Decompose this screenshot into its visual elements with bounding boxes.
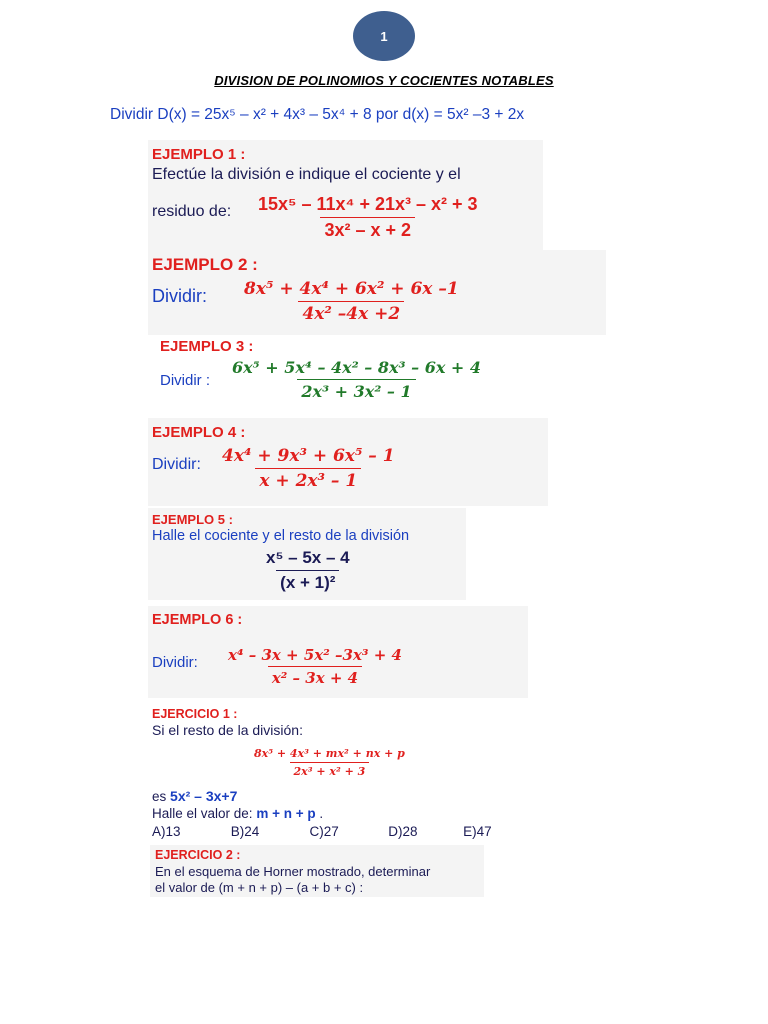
ejemplo-2-label: EJEMPLO 2 : xyxy=(152,255,258,274)
ejemplo-1-text2: residuo de: xyxy=(152,203,232,220)
ejemplo-5-fraction xyxy=(262,548,354,593)
ejemplo-3-label: EJEMPLO 3 : xyxy=(160,338,254,355)
ejemplo-3-denominator: 2x³ + 3x² – 1 xyxy=(297,379,415,401)
ejercicio-2-label: EJERCICIO 2 : xyxy=(155,848,241,862)
option-d: D)28 xyxy=(388,824,418,839)
ejemplo-1-numerator: 15x⁵ – 11x⁴ + 21x³ – x² + 3 xyxy=(258,194,478,214)
ejemplo-6-denominator: x² – 3x + 4 xyxy=(268,666,362,687)
ejercicio-1-label: EJERCICIO 1 : xyxy=(152,707,238,721)
ejemplo-6-text: Dividir: xyxy=(152,654,198,671)
option-a: A)13 xyxy=(152,824,181,839)
ejemplo-4-label: EJEMPLO 4 : xyxy=(152,424,246,441)
ejemplo-4-fraction xyxy=(218,446,399,491)
ejemplo-3-fraction xyxy=(228,358,485,401)
ejemplo-5-text: Halle el cociente y el resto de la división xyxy=(152,528,410,544)
ejercicio-1-result xyxy=(152,788,237,804)
ejercicio-1-numerator: 8x⁵ + 4x³ + mx² + nx + p xyxy=(254,747,405,760)
ejercicio-1-options xyxy=(152,824,492,839)
option-e: E)47 xyxy=(463,824,492,839)
ejercicio-1-denominator: 2x³ + x² + 3 xyxy=(290,762,370,778)
ejemplo-1-fraction xyxy=(254,194,482,241)
ejemplo-5-numerator: x⁵ – 5x – 4 xyxy=(266,548,350,567)
ejemplo-5-label: EJEMPLO 5 : xyxy=(152,512,233,527)
ejemplo-5-denominator: (x + 1)² xyxy=(276,570,339,593)
ejemplo-3-text: Dividir : xyxy=(160,372,211,389)
option-b: B)24 xyxy=(230,824,260,839)
page-number: 1 xyxy=(380,28,388,44)
ejemplo-1-denominator: 3x² – x + 2 xyxy=(320,217,415,241)
ejercicio-2-text1: En el esquema de Horner mostrado, determinar xyxy=(155,864,431,879)
intro-line xyxy=(110,106,524,124)
intro-label: Dividir xyxy=(110,106,154,123)
ejemplo-2-fraction xyxy=(240,279,463,324)
ejemplo-2-denominator: 4x² –4x +2 xyxy=(298,301,404,324)
page-number-badge xyxy=(353,11,415,61)
ejercicio-1-es-value: 5x² – 3x+7 xyxy=(170,788,238,804)
intro-text: D(x) = 25x⁵ – x² + 4x³ – 5x⁴ + 8 por d(x) = 5x² –3 + 2x xyxy=(157,106,525,123)
ejemplo-4-text: Dividir: xyxy=(152,456,201,473)
ejemplo-4-numerator: 4x⁴ + 9x³ + 6x⁵ – 1 xyxy=(222,446,395,466)
ejercicio-1-es-label: es xyxy=(152,789,167,804)
ejercicio-1-halle xyxy=(152,806,323,821)
ejemplo-6-fraction xyxy=(224,646,406,687)
ejercicio-1-halle-end: . xyxy=(319,806,324,821)
ejemplo-1-label: EJEMPLO 1 : xyxy=(152,146,246,163)
ejemplo-1-text: Efectúe la división e indique el cociente y el xyxy=(152,166,461,183)
page-title: DIVISION DE POLINOMIOS Y COCIENTES NOTABLES xyxy=(214,73,554,88)
ejercicio-1-halle-text: Halle el valor de: xyxy=(152,806,253,821)
ejemplo-3-numerator: 6x⁵ + 5x⁴ – 4x² – 8x³ – 6x + 4 xyxy=(232,358,482,377)
ejercicio-1-halle-expr: m + n + p xyxy=(256,806,316,821)
ejemplo-2-numerator: 8x⁵ + 4x⁴ + 6x² + 6x –1 xyxy=(244,279,459,299)
ejemplo-4-denominator: x + 2x³ – 1 xyxy=(255,468,361,491)
option-c: C)27 xyxy=(309,824,339,839)
ejercicio-2-text2: el valor de (m + n + p) – (a + b + c) : xyxy=(155,880,364,895)
ejercicio-1-fraction xyxy=(250,747,409,778)
ejercicio-1-text: Si el resto de la división: xyxy=(152,722,303,738)
ejemplo-6-numerator: x⁴ – 3x + 5x² –3x³ + 4 xyxy=(228,646,402,664)
ejemplo-2-text: Dividir: xyxy=(152,286,208,306)
ejemplo-6-label: EJEMPLO 6 : xyxy=(152,612,243,628)
